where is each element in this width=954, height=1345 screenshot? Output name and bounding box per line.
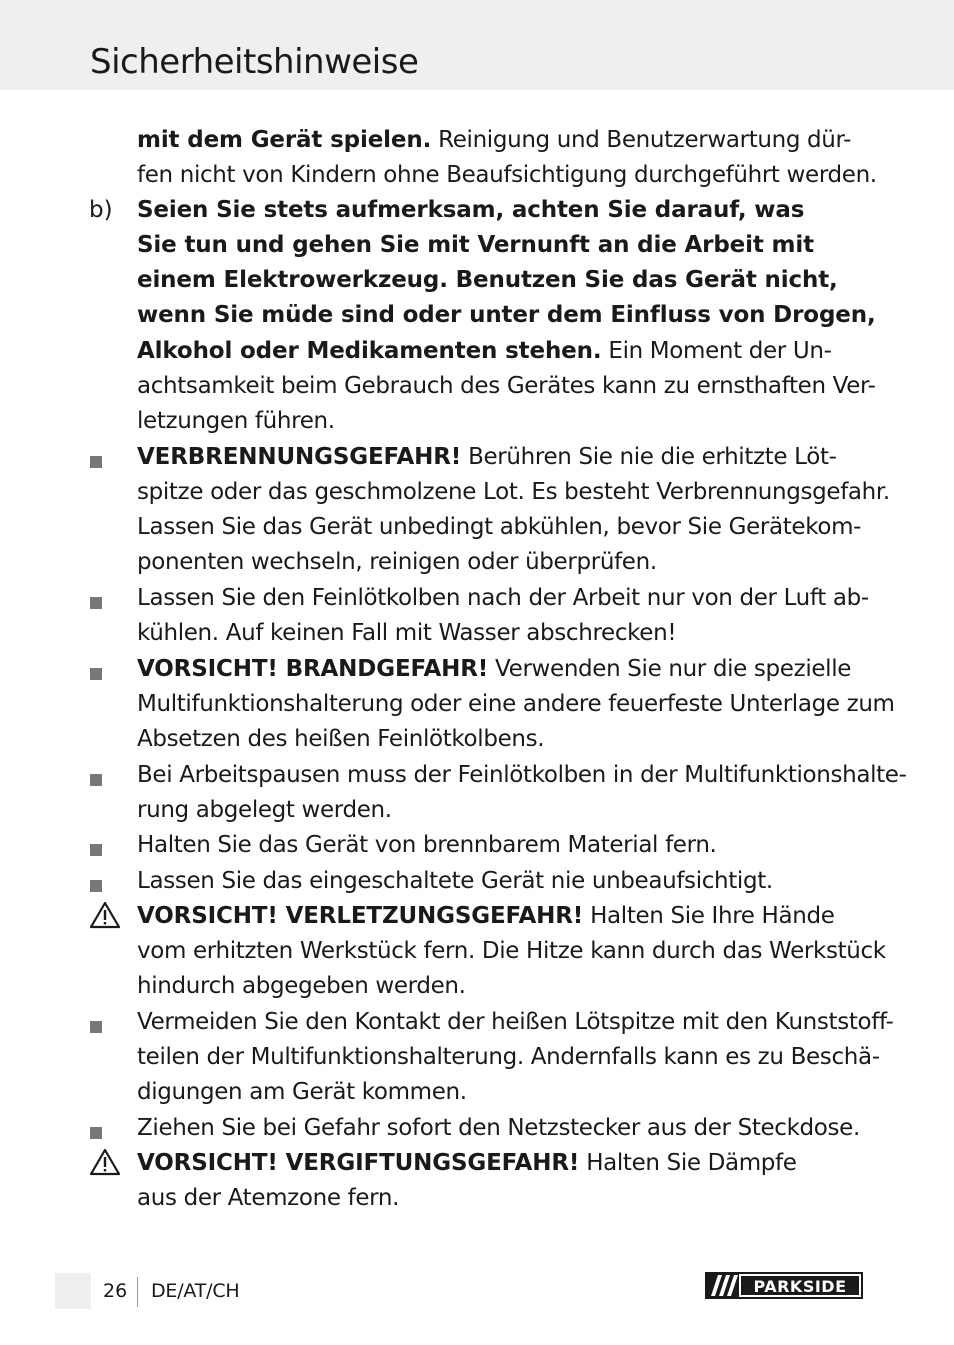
text-line: kühlen. Auf keinen Fall mit Wasser abschrecken! [137,620,677,646]
text-line [137,263,838,298]
square-bullet-icon [90,456,102,468]
square-bullet-icon [90,774,102,786]
text-line [137,440,837,475]
bold-text: Alkohol oder Medikamenten stehen. [137,338,602,364]
bold-text: Seien Sie stets aufmerksam, achten Sie darauf, was [137,197,805,223]
text-line: Ziehen Sie bei Gefahr sofort den Netzstecker aus der Steckdose. [137,1115,860,1141]
warning-triangle-icon [89,901,121,929]
page-title: Sicherheitshinweise [90,42,419,82]
bold-text: mit dem Gerät spielen. [137,127,432,153]
text-line: Halten Sie das Gerät von brennbarem Material fern. [137,832,717,858]
square-bullet-icon [90,597,102,609]
text-line [137,1146,797,1181]
bold-text: wenn Sie müde sind oder unter dem Einfluss von Drogen, [137,302,876,328]
text-line [137,193,804,228]
body-text: Berühren Sie nie die erhitzte Löt- [461,444,837,470]
bold-text: VORSICHT! BRANDGEFAHR! [137,656,489,682]
warning-triangle-icon [89,1148,121,1176]
text-line: aus der Atemzone fern. [137,1185,400,1211]
text-line: hindurch abgegeben werden. [137,973,466,999]
text-line [137,228,814,263]
bold-text: einem Elektrowerkzeug. Benutzen Sie das Gerät nicht, [137,267,838,293]
list-label-b: b) [89,197,113,223]
text-line: rung abgelegt werden. [137,797,392,823]
body-text: Halten Sie Dämpfe [579,1150,797,1176]
text-line: achtsamkeit beim Gebrauch des Gerätes kann zu ernsthaften Ver- [137,373,876,399]
square-bullet-icon [90,880,102,892]
text-line: Lassen Sie das eingeschaltete Gerät nie unbeaufsichtigt. [137,868,773,894]
square-bullet-icon [90,1127,102,1139]
page-number: 26 [103,1280,128,1302]
text-line: vom erhitzten Werkstück fern. Die Hitze kann durch das Werkstück [137,938,886,964]
body-text: Reinigung und Benutzerwartung dür- [431,127,852,153]
logo-text: PARKSIDE [753,1277,847,1296]
text-line [137,123,851,158]
text-line: spitze oder das geschmolzene Lot. Es besteht Verbrennungsgefahr. [137,479,890,505]
text-line: ponenten wechseln, reinigen oder überprüfen. [137,549,657,575]
bold-text: Sie tun und gehen Sie mit Vernunft an die Arbeit mit [137,232,814,258]
text-line: Multifunktionshalterung oder eine andere feuerfeste Unterlage zum [137,691,895,717]
body-text: Verwenden Sie nur die spezielle [488,656,852,682]
square-bullet-icon [90,668,102,680]
footer-box [55,1273,91,1309]
text-line: letzungen führen. [137,408,335,434]
text-line: teilen der Multifunktionshalterung. Andernfalls kann es zu Beschä- [137,1044,880,1070]
text-line: digungen am Gerät kommen. [137,1079,467,1105]
header-bar [0,0,954,90]
footer-divider [137,1277,138,1307]
text-line: Bei Arbeitspausen muss der Feinlötkolben in der Multifunktionshalte- [137,762,907,788]
text-line [137,298,876,333]
country-codes: DE/AT/CH [151,1280,240,1302]
text-line: Lassen Sie den Feinlötkolben nach der Arbeit nur von der Luft ab- [137,585,869,611]
bold-text: VERBRENNUNGSGEFAHR! [137,444,462,470]
text-line [137,652,851,687]
body-text: Halten Sie Ihre Hände [583,903,835,929]
text-line: Absetzen des heißen Feinlötkolbens. [137,726,545,752]
bold-text: VORSICHT! VERLETZUNGSGEFAHR! [137,903,584,929]
parkside-logo [705,1272,863,1299]
text-line: fen nicht von Kindern ohne Beaufsichtigung durchgeführt werden. [137,162,877,188]
text-line: Lassen Sie das Gerät unbedingt abkühlen, bevor Sie Gerätekom- [137,514,862,540]
text-line: Vermeiden Sie den Kontakt der heißen Lötspitze mit den Kunststoff- [137,1009,894,1035]
square-bullet-icon [90,1021,102,1033]
bold-text: VORSICHT! VERGIFTUNGSGEFAHR! [137,1150,580,1176]
text-line [137,899,835,934]
text-line [137,334,832,369]
body-text: Ein Moment der Un- [601,338,832,364]
square-bullet-icon [90,844,102,856]
